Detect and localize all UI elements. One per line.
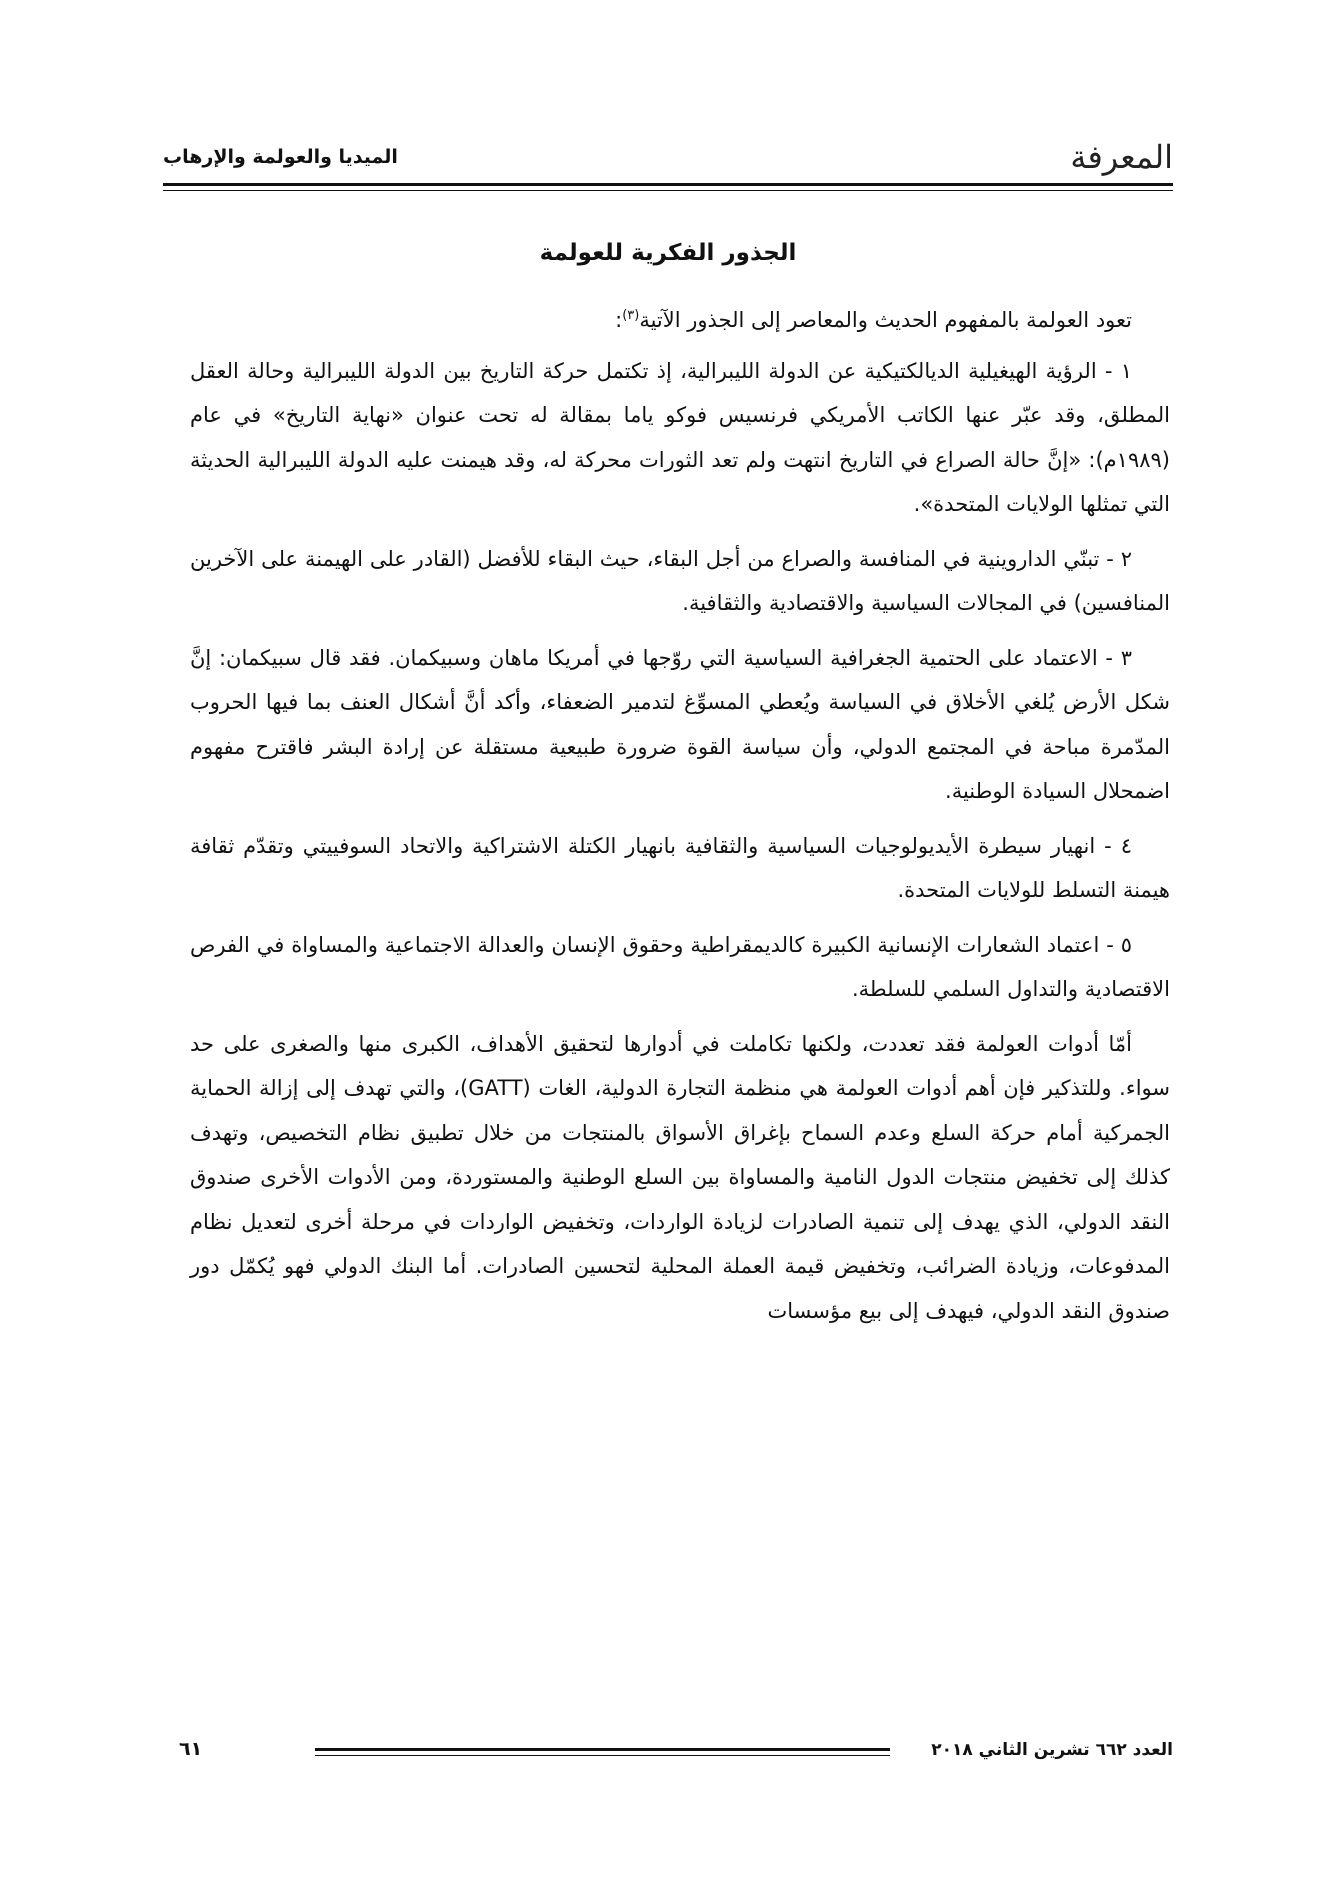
paragraph-4: ٤ - انهيار سيطرة الأيديولوجيات السياسية والثقافية بانهيار الكتلة الاشتراكية والاتحاد السوفييتي وتقدّم ثقافة هيمنة التسلط للولايات المتحدة. (190, 833, 1170, 902)
magazine-logo: المعرفة (1070, 138, 1173, 176)
section-title: الجذور الفكرية للعولمة (539, 240, 797, 266)
paragraph-3: ٣ - الاعتماد على الحتمية الجغرافية السياسية التي روّجها في أمريكا ماهان وسبيكمان. فقد قال سبيكمان: إنَّ شكل الأرض يُلغي الأخلاق في السياسة ويُعطي المسوِّغ لتدمير الضعفاء، وأكد أنَّ أشكال العنف بما فيها الحروب المدّمرة مباحة في المجتمع الدولي، وأن سياسة القوة ضرورة طبيعية مستقلة عن إرادة البشر فاقترح مفهوم اضمحلال السيادة الوطنية. (190, 645, 1170, 803)
paragraph-6: أمّا أدوات العولمة فقد تعددت، ولكنها تكاملت في أدوارها لتحقيق الأهداف، الكبرى منها والصغرى على حد سواء. وللتذكير فإن أهم أدوات العولمة هي منظمة التجارة الدولية، الغات (GATT)، والتي تهدف إلى إزالة الحماية الجمركية أمام حركة السلع وعدم السماح بإغراق الأسواق بالمنتجات من خلال تطبيق نظام التخصيص، وتهدف كذلك إلى تخفيض منتجات الدول النامية والمساواة بين السلع الوطنية والمستوردة، ومن الأدوات الأخرى صندوق النقد الدولي، الذي يهدف إلى تنمية الصادرات لزيادة الواردات، وتخفيض الواردات في مرحلة أخرى لتعديل نظام المدفوعات، وزيادة الضرائب، وتخفيض قيمة العملة المحلية لتحسين الصادرات. أما البنك الدولي فهو يُكمّل دور صندوق النقد الدولي، فيهدف إلى بيع مؤسسات (190, 1031, 1170, 1323)
header-rule-thin (163, 190, 1173, 191)
intro-paragraph (190, 298, 1170, 343)
intro-end: : (615, 308, 623, 332)
paragraph-2: ٢ - تبنّي الداروينية في المنافسة والصراع من أجل البقاء، حيث البقاء للأفضل (القادر على الهيمنة على الآخرين المنافسين) في المجالات السياسية والاقتصادية والثقافية. (190, 546, 1170, 615)
footer-rule (315, 1748, 890, 1758)
paragraph-5: ٥ - اعتماد الشعارات الإنسانية الكبيرة كالديمقراطية وحقوق الإنسان والعدالة الاجتماعية والمساواة في الفرص الاقتصادية والتداول السلمي للسلطة. (190, 932, 1170, 1001)
header-rule-thick (163, 183, 1173, 186)
body-text (190, 298, 1170, 1343)
running-title: الميديا والعولمة والإرهاب (163, 146, 398, 168)
footnote-marker[interactable]: (٣) (622, 308, 640, 323)
page-footer (163, 1740, 1173, 1770)
page-header (163, 132, 1173, 180)
paragraph-1: ١ - الرؤية الهيغيلية الديالكتيكية عن الدولة الليبرالية، إذ تكتمل حركة التاريخ بين الدولة الليبرالية وحالة العقل المطلق، وقد عبّر عنها الكاتب الأمريكي فرنسيس فوكو ياما بمقالة له تحت عنوان «نهاية التاريخ» في عام (١٩٨٩م): «إنَّ حالة الصراع في التاريخ انتهت ولم تعد الثورات محركة له، وقد هيمنت عليه الدولة الليبرالية الحديثة التي تمثلها الولايات المتحدة». (190, 358, 1170, 516)
issue-info: العدد ٦٦٢ تشرين الثاني ٢٠١٨ (931, 1740, 1173, 1760)
page-number: ٦١ (179, 1738, 203, 1760)
intro-text: تعود العولمة بالمفهوم الحديث والمعاصر إلى الجذور الآتية (639, 308, 1132, 332)
